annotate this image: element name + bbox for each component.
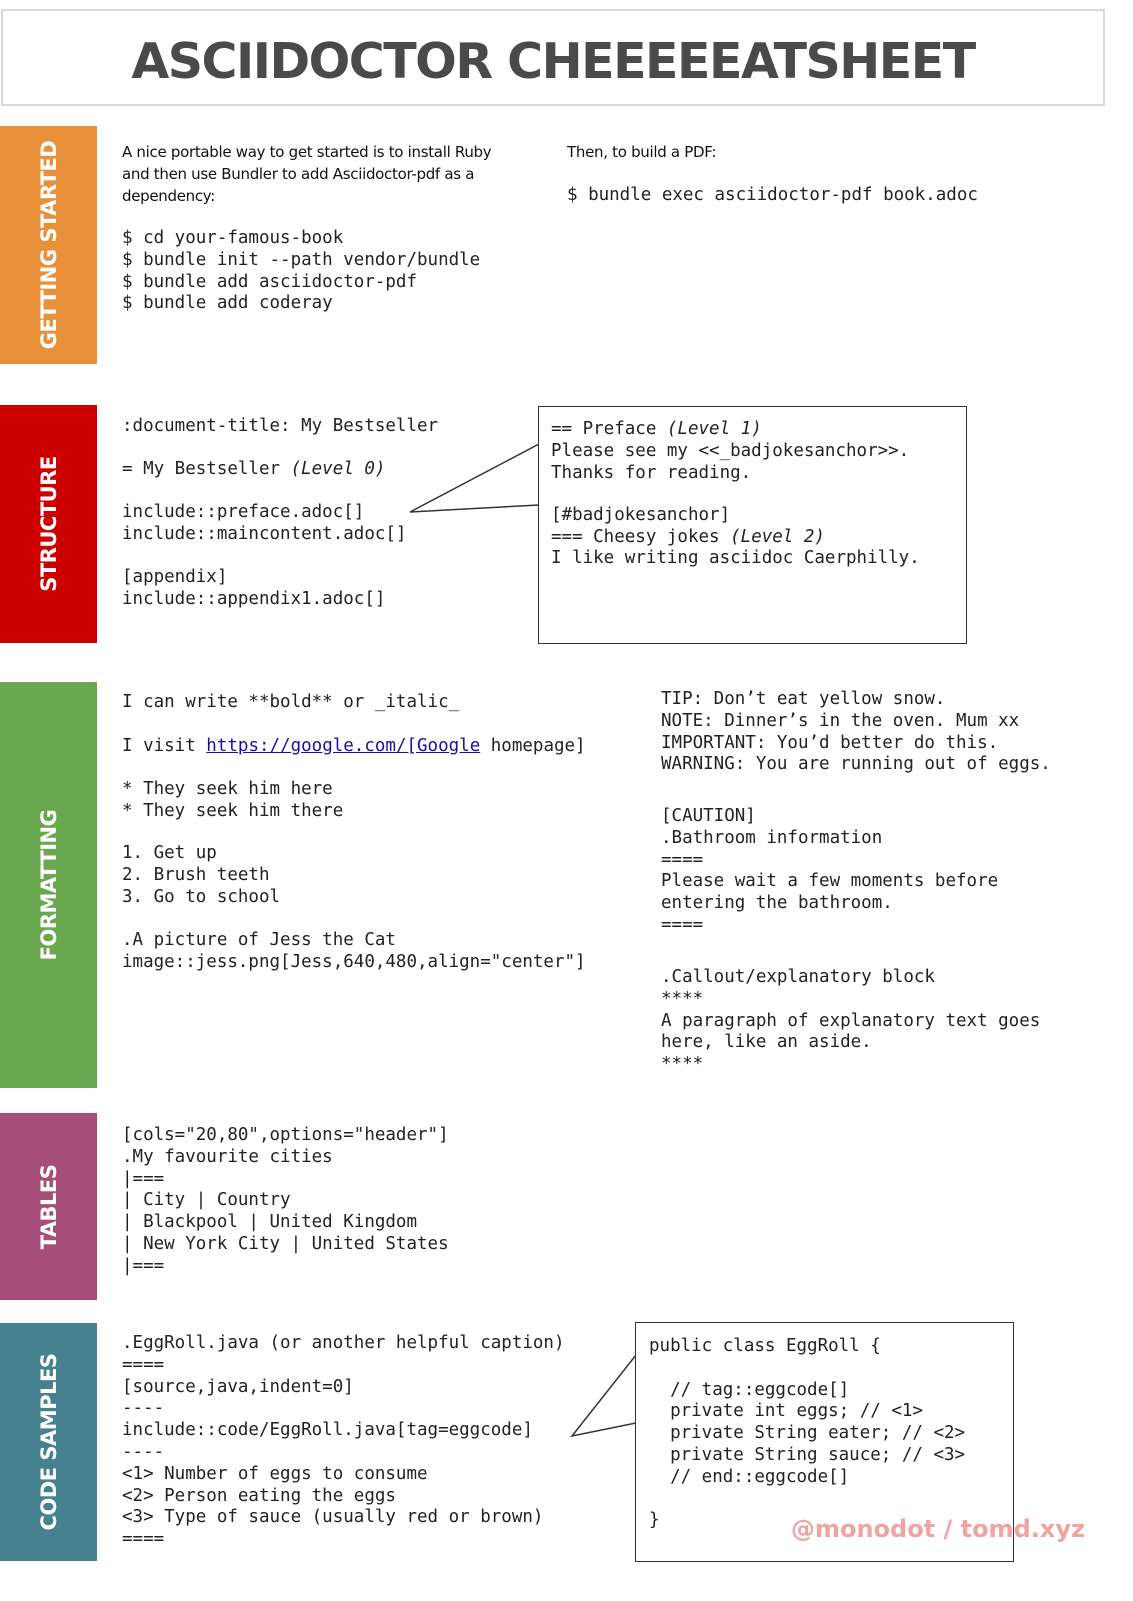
formatting-caution: [CAUTION] .Bathroom information ==== Please wait a few moments before entering the bathroom. ==== bbox=[661, 806, 999, 935]
formatting-numbered: 1. Get up 2. Brush teeth 3. Go to school bbox=[122, 843, 281, 907]
code-samples-code: .EggRoll.java (or another helpful caption) ==== [source,java,indent=0] ---- include::code/EggRoll.java[tag=eggcode] ---- <1> Number of eggs to consume <2> Person eating the eggs <3> Type of sauce (usually red or brown) ==== bbox=[122, 1333, 565, 1550]
formatting-image: .A picture of Jess the Cat image::jess.png[Jess,640,480,align="center"] bbox=[122, 930, 586, 972]
section-label-getting-started: GETTING STARTED bbox=[36, 140, 61, 350]
preface-level: (Level 1) bbox=[666, 419, 762, 439]
getting-started-commands: $ cd your-famous-book $ bundle init --path vendor/bundle $ bundle add asciidoctor-pdf $ bundle add coderay bbox=[122, 228, 481, 314]
link-suffix: homepage] bbox=[480, 736, 586, 756]
jokes-level: (Level 2) bbox=[730, 527, 825, 547]
build-command: $ bundle exec asciidoctor-pdf book.adoc bbox=[567, 185, 978, 205]
title-line-level: (Level 0) bbox=[290, 459, 386, 479]
google-link[interactable]: https://google.com/[Google bbox=[206, 736, 481, 756]
jokes-text: === Cheesy jokes bbox=[551, 527, 731, 547]
structure-includes: include::preface.adoc[] include::maincontent.adoc[] bbox=[122, 502, 407, 544]
formatting-admonitions: TIP: Don’t eat yellow snow. NOTE: Dinner’s in the oven. Mum xx IMPORTANT: You’d better do this. WARNING: You are running out of eggs. bbox=[661, 689, 1051, 775]
formatting-callout-block: .Callout/explanatory block **** A paragraph of explanatory text goes here, like an aside. **** bbox=[661, 967, 1041, 1075]
formatting-bold-italic: I can write **bold** or _italic_ bbox=[122, 692, 460, 712]
section-label-code-samples: CODE SAMPLES bbox=[36, 1353, 61, 1531]
callout-jokes-body: I like writing asciidoc Caerphilly. bbox=[551, 548, 920, 568]
preface-text: == Preface bbox=[551, 419, 667, 439]
title-line-text: = My Bestseller bbox=[122, 459, 291, 479]
formatting-bullets: * They seek him here * They seek him there bbox=[122, 779, 344, 821]
section-label-structure: STRUCTURE bbox=[36, 456, 61, 592]
section-label-tables: TABLES bbox=[36, 1164, 61, 1249]
callout-preface-body: Please see my <<_badjokesanchor>>. Thanks for reading. bbox=[551, 441, 910, 483]
structure-appendix: [appendix] include::appendix1.adoc[] bbox=[122, 567, 386, 609]
callout-anchor: [#badjokesanchor] bbox=[551, 505, 731, 525]
build-intro: Then, to build a PDF: bbox=[567, 143, 717, 161]
page-title: ASCIIDOCTOR CHEEEEEATSHEET bbox=[131, 33, 975, 90]
java-code: public class EggRoll { // tag::eggcode[] private int eggs; // <1> private String eater; // <2> private String sauce; // <3> // end::eggcode[] } bbox=[649, 1336, 966, 1531]
tables-code: [cols="20,80",options="header"] .My favourite cities |=== | City | Country | Blackpool | United Kingdom | New York City | United States |=== bbox=[122, 1125, 449, 1276]
structure-doc-title: :document-title: My Bestseller bbox=[122, 416, 439, 436]
getting-started-intro: A nice portable way to get started is to install Ruby and then use Bundler to add Asciidoctor-pdf as a dependency: bbox=[122, 143, 492, 205]
section-label-formatting: FORMATTING bbox=[36, 809, 61, 961]
footer-credit: @monodot / tomd.xyz bbox=[790, 1515, 1085, 1543]
link-prefix: I visit bbox=[122, 736, 207, 756]
